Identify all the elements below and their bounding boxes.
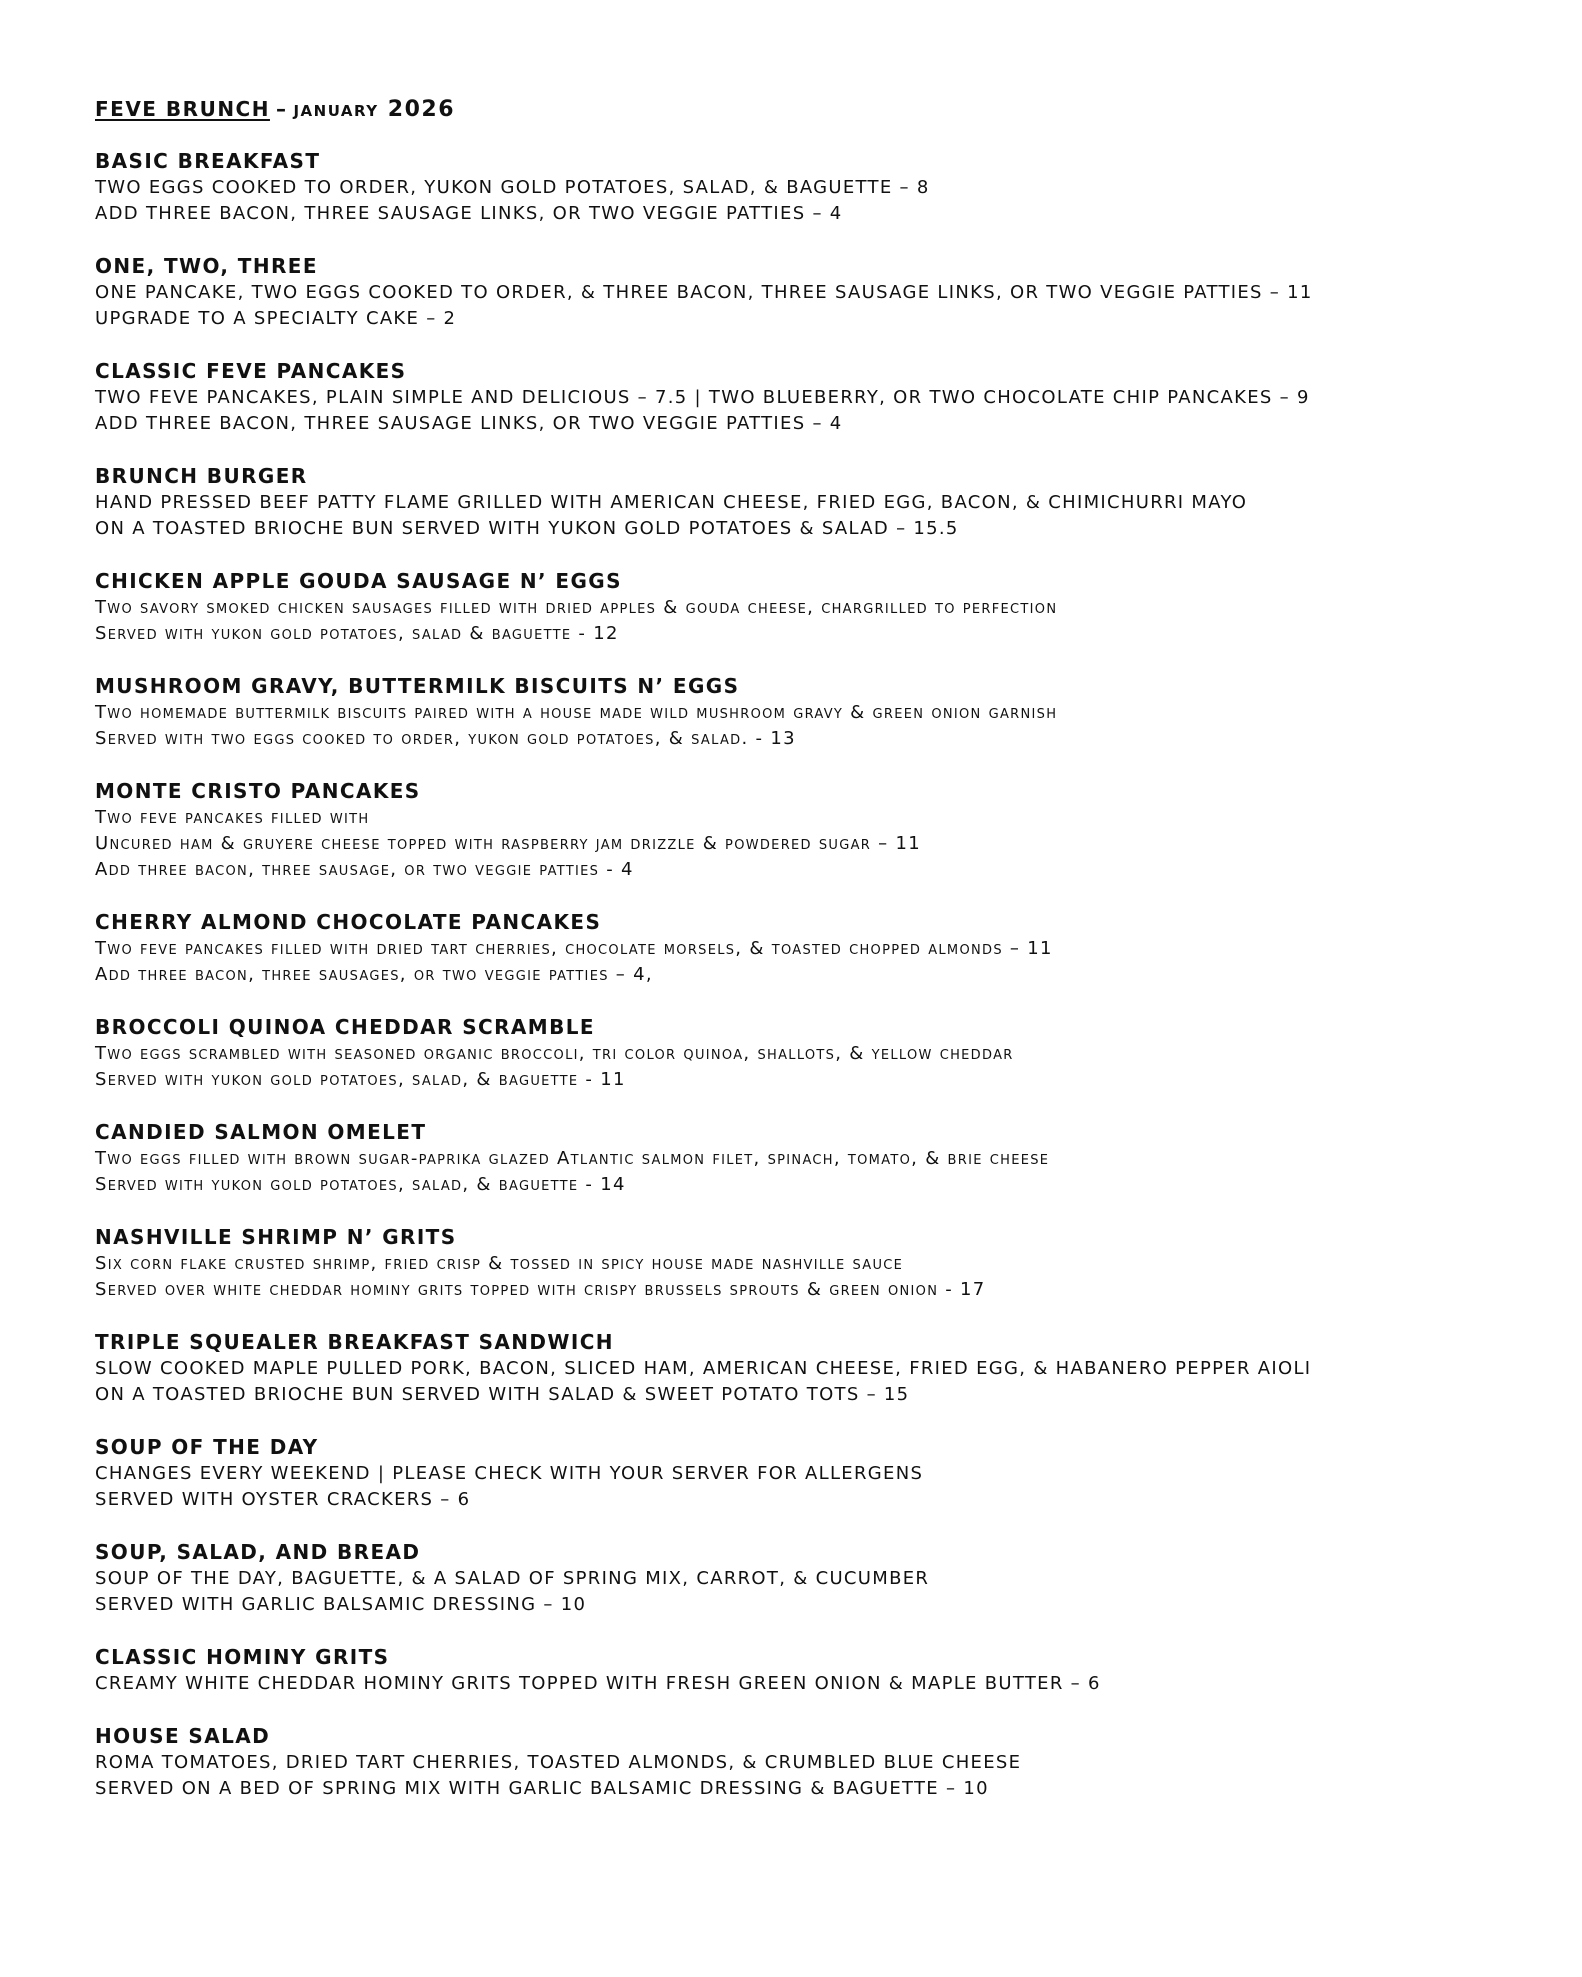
menu-item-description: TWO EGGS COOKED TO ORDER, YUKON GOLD POTATOES, SALAD, & BAGUETTE – 8 [95, 177, 930, 198]
menu-item-description: Served with yukon gold potatoes, salad, & baguette - 14 [95, 1174, 626, 1195]
menu-item-description: Two homemade buttermilk biscuits paired with a house made wild mushroom gravy & green onion garnish [95, 702, 1058, 723]
menu-item [95, 463, 1545, 542]
menu-item [95, 1723, 1545, 1802]
menu-item-description: Add three bacon, three sausages, or two veggie patties – 4, [95, 964, 653, 985]
menu-item-description: Two feve pancakes filled with dried tart cherries, chocolate morsels, & toasted chopped almonds – 11 [95, 938, 1053, 959]
menu-item-description: SOUP OF THE DAY, BAGUETTE, & A SALAD OF SPRING MIX, CARROT, & CUCUMBER [95, 1568, 930, 1589]
header-separator: – [275, 97, 288, 121]
menu-item-description: ADD THREE BACON, THREE SAUSAGE LINKS, OR TWO VEGGIE PATTIES – 4 [95, 413, 843, 434]
menu-item-description: Served with yukon gold potatoes, salad & baguette - 12 [95, 623, 619, 644]
menu-item-description: Served with two eggs cooked to order, yukon gold potatoes, & salad. - 13 [95, 728, 796, 749]
menu-item-description: CHANGES EVERY WEEKEND | PLEASE CHECK WITH YOUR SERVER FOR ALLERGENS [95, 1463, 924, 1484]
menu-page [95, 95, 1545, 1828]
menu-item-description: ROMA TOMATOES, DRIED TART CHERRIES, TOASTED ALMONDS, & CRUMBLED BLUE CHEESE [95, 1752, 1022, 1773]
menu-item-description: SLOW COOKED MAPLE PULLED PORK, BACON, SLICED HAM, AMERICAN CHEESE, FRIED EGG, & HABANERO PEPPER AIOLI [95, 1358, 1312, 1379]
menu-item-description: HAND PRESSED BEEF PATTY FLAME GRILLED WITH AMERICAN CHEESE, FRIED EGG, BACON, & CHIMICHURRI MAYO [95, 492, 1248, 513]
menu-item [95, 568, 1545, 647]
menu-item [95, 253, 1545, 332]
menu-item-description: SERVED ON A BED OF SPRING MIX WITH GARLIC BALSAMIC DRESSING & BAGUETTE – 10 [95, 1778, 989, 1799]
menu-item-name: BRUNCH BURGER [95, 464, 308, 488]
menu-item-description: ONE PANCAKE, TWO EGGS COOKED TO ORDER, & THREE BACON, THREE SAUSAGE LINKS, OR TWO VEGGIE PATTIES – 11 [95, 282, 1313, 303]
menu-item-description: CREAMY WHITE CHEDDAR HOMINY GRITS TOPPED WITH FRESH GREEN ONION & MAPLE BUTTER – 6 [95, 1673, 1101, 1694]
menu-item-description: Served with yukon gold potatoes, salad, & baguette - 11 [95, 1069, 626, 1090]
menu-item [95, 1644, 1545, 1697]
menu-title: FEVE BRUNCH [95, 97, 270, 121]
menu-item-description: Six corn flake crusted shrimp, fried crisp & tossed in spicy house made nashville sauce [95, 1253, 904, 1274]
menu-item-name: ONE, TWO, THREE [95, 254, 318, 278]
menu-item-description: ADD THREE BACON, THREE SAUSAGE LINKS, OR TWO VEGGIE PATTIES – 4 [95, 203, 843, 224]
menu-item-name: BASIC BREAKFAST [95, 149, 321, 173]
menu-item [95, 1119, 1545, 1198]
menu-item [95, 358, 1545, 437]
menu-item-name: CANDIED SALMON OMELET [95, 1120, 427, 1144]
menu-item-name: MUSHROOM GRAVY, BUTTERMILK BISCUITS N’ EGGS [95, 674, 740, 698]
menu-item-description: Two feve pancakes filled with [95, 807, 370, 828]
menu-header [95, 95, 1545, 124]
menu-item-description: Two savory smoked chicken sausages filled with dried apples & gouda cheese, chargrilled to perfection [95, 597, 1058, 618]
menu-item-name: SOUP OF THE DAY [95, 1435, 319, 1459]
menu-item [95, 1434, 1545, 1513]
menu-item [95, 1224, 1545, 1303]
menu-item-description: SERVED WITH OYSTER CRACKERS – 6 [95, 1489, 471, 1510]
menu-item [95, 148, 1545, 227]
menu-item-name: SOUP, SALAD, AND BREAD [95, 1540, 421, 1564]
menu-item-name: NASHVILLE SHRIMP N’ GRITS [95, 1225, 457, 1249]
menu-item-description: Two eggs filled with brown sugar-paprika glazed Atlantic salmon filet, spinach, tomato, & brie cheese [95, 1148, 1050, 1169]
menu-date: january 2026 [293, 97, 456, 122]
menu-item [95, 1014, 1545, 1093]
menu-item-description: Add three bacon, three sausage, or two veggie patties - 4 [95, 859, 634, 880]
menu-item-description: TWO FEVE PANCAKES, PLAIN SIMPLE AND DELICIOUS – 7.5 | TWO BLUEBERRY, OR TWO CHOCOLATE CHIP PANCAKES – 9 [95, 387, 1310, 408]
menu-item-name: HOUSE SALAD [95, 1724, 271, 1748]
menu-item-name: CLASSIC HOMINY GRITS [95, 1645, 390, 1669]
menu-item [95, 1329, 1545, 1408]
menu-item [95, 1539, 1545, 1618]
menu-item-description: Served over white cheddar hominy grits topped with crispy brussels sprouts & green onion - 17 [95, 1279, 986, 1300]
menu-item-name: CHERRY ALMOND CHOCOLATE PANCAKES [95, 910, 602, 934]
menu-item-description: Uncured ham & gruyere cheese topped with raspberry jam drizzle & powdered sugar – 11 [95, 833, 921, 854]
menu-items [95, 148, 1545, 1802]
menu-item-name: BROCCOLI QUINOA CHEDDAR SCRAMBLE [95, 1015, 595, 1039]
menu-item-description: SERVED WITH GARLIC BALSAMIC DRESSING – 10 [95, 1594, 587, 1615]
menu-item-description: Two eggs scrambled with seasoned organic broccoli, tri color quinoa, shallots, & yellow cheddar [95, 1043, 1014, 1064]
menu-item-name: TRIPLE SQUEALER BREAKFAST SANDWICH [95, 1330, 614, 1354]
menu-item-name: MONTE CRISTO PANCAKES [95, 779, 421, 803]
menu-item-description: ON A TOASTED BRIOCHE BUN SERVED WITH YUKON GOLD POTATOES & SALAD – 15.5 [95, 518, 959, 539]
menu-item [95, 909, 1545, 988]
menu-item-name: CLASSIC FEVE PANCAKES [95, 359, 407, 383]
menu-item [95, 673, 1545, 752]
menu-item-name: CHICKEN APPLE GOUDA SAUSAGE N’ EGGS [95, 569, 622, 593]
menu-item-description: ON A TOASTED BRIOCHE BUN SERVED WITH SALAD & SWEET POTATO TOTS – 15 [95, 1384, 910, 1405]
menu-item [95, 778, 1545, 883]
menu-item-description: UPGRADE TO A SPECIALTY CAKE – 2 [95, 308, 457, 329]
